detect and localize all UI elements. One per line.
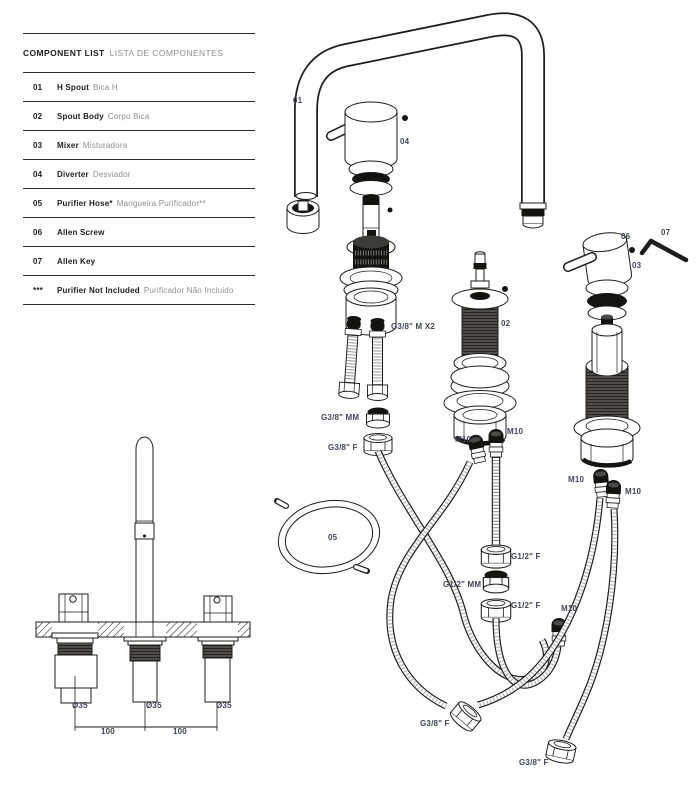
component-row-07 <box>23 247 255 276</box>
label-fitting-g38-f-1: G3/8" F <box>328 443 358 452</box>
component-name: Allen Screw <box>57 227 105 237</box>
mixer-drawing <box>568 230 686 508</box>
label-fitting-g12-mm: G1/2" MM <box>443 580 482 589</box>
component-row-note <box>23 276 255 305</box>
component-row-05 <box>23 189 255 218</box>
label-dia35-left: Ø35 <box>72 701 88 710</box>
component-row-01 <box>23 73 255 102</box>
label-dia35-right: Ø35 <box>216 701 232 710</box>
label-spacing-100-left: 100 <box>101 727 115 736</box>
component-name: Spout Body Corpo Bica <box>57 111 150 121</box>
component-list-title-pt: LISTA DE COMPONENTES <box>109 48 224 58</box>
component-name: Allen Key <box>57 256 96 266</box>
component-num: 07 <box>33 256 43 266</box>
aerator-drawing <box>287 200 319 234</box>
label-fitting-g38-f-2: G3/8" F <box>420 719 450 728</box>
label-part-06: 06 <box>621 232 631 241</box>
component-row-04 <box>23 160 255 189</box>
label-m10-5: M10 <box>625 487 642 496</box>
component-name: Purifier Hose* Mangueira Purificador** <box>57 198 206 208</box>
spout-body-drawing <box>444 252 516 464</box>
label-part-01: 01 <box>293 96 303 105</box>
label-part-05: 05 <box>328 533 338 542</box>
component-name: Diverter Desviador <box>57 169 131 179</box>
component-list-title-en: COMPONENT LIST <box>23 48 105 58</box>
label-part-04: 04 <box>400 137 410 146</box>
label-dia35-center: Ø35 <box>146 701 162 710</box>
g38-hoses-drawing <box>339 315 392 455</box>
component-name: Purifier Not Included Purificador Não Incluido <box>57 285 234 295</box>
diverter-drawing <box>331 102 408 335</box>
component-num: 04 <box>33 169 43 179</box>
label-part-07: 07 <box>661 228 671 237</box>
component-list <box>23 33 255 305</box>
label-fitting-g38-mm: G3/8" MM <box>321 413 360 422</box>
h-spout-drawing <box>296 24 546 228</box>
component-list-header <box>23 34 255 73</box>
label-part-02: 02 <box>501 319 511 328</box>
label-m10-4: M10 <box>568 475 585 484</box>
component-num: 03 <box>33 140 43 150</box>
component-num: 01 <box>33 82 43 92</box>
component-name: Mixer Misturadora <box>57 140 128 150</box>
label-part-03: 03 <box>632 261 642 270</box>
component-num: 02 <box>33 111 43 121</box>
label-spacing-100-right: 100 <box>173 727 187 736</box>
component-name: H Spout Bica H <box>57 82 118 92</box>
label-fitting-g12-f-2: G1/2" F <box>511 601 541 610</box>
component-num: 05 <box>33 198 43 208</box>
component-num: *** <box>33 285 43 295</box>
component-row-03 <box>23 131 255 160</box>
component-row-02 <box>23 102 255 131</box>
front-elevation-drawing <box>36 437 250 731</box>
label-m10-2: M10 <box>507 427 524 436</box>
label-fitting-g38-m-x2: G3/8" M X2 <box>391 322 436 331</box>
component-num: 06 <box>33 227 43 237</box>
label-fitting-g38-f-3: G3/8" F <box>519 758 549 767</box>
label-m10-1: M10 <box>455 435 472 444</box>
label-fitting-g12-f-1: G1/2" F <box>511 552 541 561</box>
label-m10-3: M10 <box>561 604 578 613</box>
component-row-06 <box>23 218 255 247</box>
